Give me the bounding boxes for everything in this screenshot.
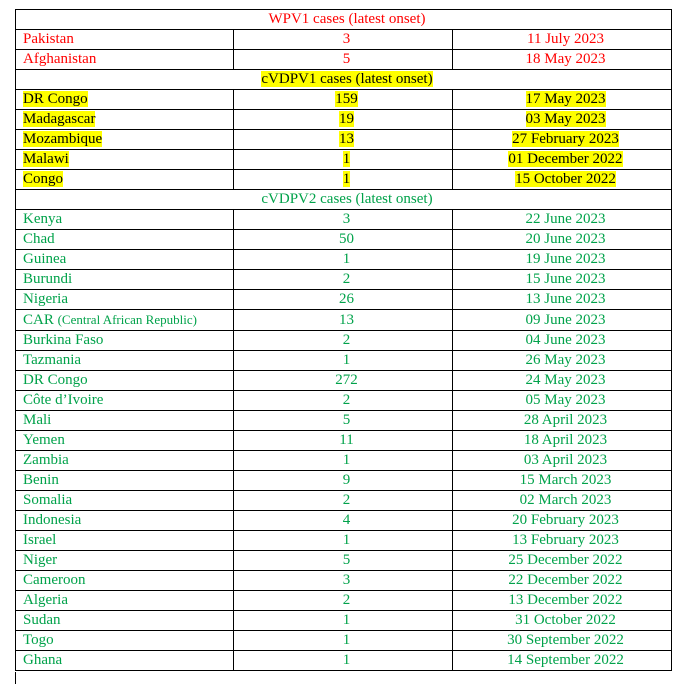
country-name: Benin <box>23 472 59 488</box>
cases-cell <box>234 30 453 50</box>
case-count: 2 <box>342 271 351 287</box>
date-cell <box>453 531 672 551</box>
country-name: Zambia <box>23 452 69 468</box>
table-row <box>16 371 672 391</box>
table-row <box>16 591 672 611</box>
cases-cell <box>234 491 453 511</box>
cases-cell <box>234 431 453 451</box>
date-cell <box>453 551 672 571</box>
date-cell <box>453 591 672 611</box>
case-count: 1 <box>342 532 351 548</box>
latest-onset-date: 04 June 2023 <box>525 332 606 348</box>
country-name: Côte d’Ivoire <box>23 392 104 408</box>
country-cell <box>16 591 234 611</box>
latest-onset-date: 15 October 2022 <box>515 171 616 187</box>
cases-cell <box>234 571 453 591</box>
case-count: 1 <box>342 632 351 648</box>
table-row <box>16 210 672 230</box>
country-cell <box>16 110 234 130</box>
case-count: 3 <box>342 572 351 588</box>
table-row <box>16 631 672 651</box>
latest-onset-date: 24 May 2023 <box>525 372 606 388</box>
table-row <box>16 270 672 290</box>
country-name: Malawi <box>23 151 69 167</box>
cases-cell <box>234 50 453 70</box>
table-row <box>16 30 672 50</box>
latest-onset-date: 27 February 2023 <box>512 131 619 147</box>
country-cell <box>16 531 234 551</box>
case-count: 3 <box>342 31 351 47</box>
cvdpv1-section-header <box>16 70 672 90</box>
table-row <box>16 230 672 250</box>
latest-onset-date: 14 September 2022 <box>507 652 624 668</box>
table-border-stub <box>15 672 16 684</box>
date-cell <box>453 310 672 331</box>
latest-onset-date: 20 February 2023 <box>512 512 619 528</box>
case-count: 9 <box>342 472 351 488</box>
cases-cell <box>234 471 453 491</box>
latest-onset-date: 30 September 2022 <box>507 632 624 648</box>
date-cell <box>453 411 672 431</box>
wpv1-header-row <box>16 10 672 30</box>
country-name: Nigeria <box>23 291 68 307</box>
country-cell <box>16 651 234 671</box>
latest-onset-date: 22 December 2022 <box>508 572 623 588</box>
country-name: Sudan <box>23 612 61 628</box>
country-name: Israel <box>23 532 57 548</box>
date-cell <box>453 651 672 671</box>
case-count: 2 <box>342 492 351 508</box>
country-name: Congo <box>23 171 64 187</box>
cases-cell <box>234 270 453 290</box>
country-cell <box>16 391 234 411</box>
country-name: Togo <box>23 632 54 648</box>
table-row <box>16 90 672 110</box>
table-row <box>16 250 672 270</box>
date-cell <box>453 351 672 371</box>
table-row <box>16 611 672 631</box>
country-name: Madagascar <box>23 111 96 127</box>
cases-cell <box>234 531 453 551</box>
date-cell <box>453 130 672 150</box>
latest-onset-date: 17 May 2023 <box>525 91 606 107</box>
country-cell <box>16 170 234 190</box>
country-cell <box>16 511 234 531</box>
cases-cell <box>234 651 453 671</box>
date-cell <box>453 451 672 471</box>
cases-cell <box>234 230 453 250</box>
country-name: DR Congo <box>23 372 88 388</box>
table-row <box>16 391 672 411</box>
case-count: 1 <box>342 652 351 668</box>
country-name: Afghanistan <box>23 51 97 67</box>
country-name: Kenya <box>23 211 63 227</box>
cases-cell <box>234 511 453 531</box>
latest-onset-date: 09 June 2023 <box>525 311 606 328</box>
table-row <box>16 150 672 170</box>
country-name: Burkina Faso <box>23 332 104 348</box>
cvdpv2-section-header <box>16 190 672 210</box>
cases-cell <box>234 150 453 170</box>
table-row <box>16 331 672 351</box>
case-count: 159 <box>335 91 358 107</box>
country-name: Tazmania <box>23 352 82 368</box>
date-cell <box>453 290 672 310</box>
date-cell <box>453 50 672 70</box>
case-count: 13 <box>339 131 354 147</box>
case-count: 13 <box>339 311 354 328</box>
case-count: 2 <box>342 332 351 348</box>
country-name: Guinea <box>23 251 67 267</box>
cases-cell <box>234 290 453 310</box>
country-cell <box>16 270 234 290</box>
case-count: 1 <box>342 251 351 267</box>
cases-cell <box>234 170 453 190</box>
latest-onset-date: 01 December 2022 <box>508 151 623 167</box>
date-cell <box>453 30 672 50</box>
country-name: DR Congo <box>23 91 88 107</box>
country-cell <box>16 230 234 250</box>
country-name: Cameroon <box>23 572 86 588</box>
case-count: 1 <box>342 452 351 468</box>
cases-cell <box>234 411 453 431</box>
latest-onset-date: 28 April 2023 <box>523 412 608 428</box>
case-count: 26 <box>339 291 354 307</box>
latest-onset-date: 18 April 2023 <box>523 432 608 448</box>
cases-cell <box>234 551 453 571</box>
country-name: Niger <box>23 552 58 568</box>
country-name: Pakistan <box>23 31 74 47</box>
case-count: 19 <box>339 111 354 127</box>
case-count: 1 <box>342 352 351 368</box>
date-cell <box>453 150 672 170</box>
case-count: 4 <box>342 512 351 528</box>
date-cell <box>453 250 672 270</box>
table-row <box>16 351 672 371</box>
cases-cell <box>234 611 453 631</box>
latest-onset-date: 05 May 2023 <box>525 392 606 408</box>
date-cell <box>453 471 672 491</box>
country-cell <box>16 250 234 270</box>
country-name: CAR <box>23 312 54 328</box>
cases-cell <box>234 110 453 130</box>
table-row <box>16 491 672 511</box>
cases-cell <box>234 331 453 351</box>
table-row <box>16 531 672 551</box>
table-row <box>16 170 672 190</box>
table-row <box>16 110 672 130</box>
country-cell <box>16 310 234 331</box>
cases-cell <box>234 391 453 411</box>
cvdpv2-header-row <box>16 190 672 210</box>
case-count: 1 <box>342 612 351 628</box>
table-row <box>16 651 672 671</box>
latest-onset-date: 26 May 2023 <box>525 352 606 368</box>
date-cell <box>453 230 672 250</box>
latest-onset-date: 13 June 2023 <box>525 291 606 307</box>
country-cell <box>16 631 234 651</box>
latest-onset-date: 03 May 2023 <box>525 111 606 127</box>
table-row <box>16 290 672 310</box>
date-cell <box>453 631 672 651</box>
country-cell <box>16 611 234 631</box>
date-cell <box>453 611 672 631</box>
country-name: Algeria <box>23 592 68 608</box>
latest-onset-date: 20 June 2023 <box>525 231 606 247</box>
country-cell <box>16 491 234 511</box>
country-cell <box>16 290 234 310</box>
latest-onset-date: 03 April 2023 <box>523 452 608 468</box>
country-cell <box>16 210 234 230</box>
table-row <box>16 411 672 431</box>
country-cell <box>16 150 234 170</box>
case-count: 2 <box>342 392 351 408</box>
table-row <box>16 50 672 70</box>
latest-onset-date: 18 May 2023 <box>525 51 606 67</box>
country-cell <box>16 30 234 50</box>
table-row <box>16 130 672 150</box>
cases-cell <box>234 250 453 270</box>
cases-cell <box>234 371 453 391</box>
country-name: Chad <box>23 231 55 247</box>
case-count: 1 <box>342 151 351 167</box>
country-cell <box>16 371 234 391</box>
case-count: 1 <box>342 171 351 187</box>
cases-cell <box>234 210 453 230</box>
country-cell <box>16 431 234 451</box>
country-name: Mozambique <box>23 131 103 147</box>
date-cell <box>453 270 672 290</box>
country-cell <box>16 451 234 471</box>
case-count: 5 <box>342 552 351 568</box>
date-cell <box>453 491 672 511</box>
cases-cell <box>234 591 453 611</box>
date-cell <box>453 371 672 391</box>
cases-cell <box>234 90 453 110</box>
table-row <box>16 571 672 591</box>
case-count: 272 <box>335 372 358 388</box>
cvdpv1-header-row <box>16 70 672 90</box>
table-row <box>16 471 672 491</box>
country-name: Burundi <box>23 271 73 287</box>
country-cell <box>16 130 234 150</box>
country-cell <box>16 50 234 70</box>
latest-onset-date: 31 October 2022 <box>515 612 616 628</box>
polio-cases-table <box>15 9 672 671</box>
date-cell <box>453 571 672 591</box>
country-cell <box>16 471 234 491</box>
country-cell <box>16 411 234 431</box>
latest-onset-date: 15 March 2023 <box>519 472 612 488</box>
cases-cell <box>234 451 453 471</box>
table-row <box>16 551 672 571</box>
date-cell <box>453 431 672 451</box>
table-row <box>16 511 672 531</box>
case-count: 11 <box>339 432 354 448</box>
cases-cell <box>234 631 453 651</box>
latest-onset-date: 22 June 2023 <box>525 211 606 227</box>
latest-onset-date: 02 March 2023 <box>519 492 612 508</box>
case-count: 50 <box>339 231 354 247</box>
date-cell <box>453 210 672 230</box>
country-cell <box>16 571 234 591</box>
country-cell <box>16 551 234 571</box>
table-row <box>16 431 672 451</box>
latest-onset-date: 13 December 2022 <box>508 592 623 608</box>
wpv1-section-header: WPV1 cases (latest onset) <box>16 10 672 30</box>
date-cell <box>453 331 672 351</box>
section-header-text: cVDPV2 cases (latest onset) <box>261 191 433 207</box>
table-body <box>16 10 672 671</box>
latest-onset-date: 25 December 2022 <box>508 552 623 568</box>
case-count: 5 <box>342 51 351 67</box>
country-name: Indonesia <box>23 512 82 528</box>
case-count: 2 <box>342 592 351 608</box>
latest-onset-date: 13 February 2023 <box>512 532 619 548</box>
date-cell <box>453 391 672 411</box>
country-note: (Central African Republic) <box>57 312 197 327</box>
case-count: 5 <box>342 412 351 428</box>
section-header-text: cVDPV1 cases (latest onset) <box>261 71 433 87</box>
latest-onset-date: 19 June 2023 <box>525 251 606 267</box>
cases-cell <box>234 351 453 371</box>
cases-cell <box>234 310 453 331</box>
latest-onset-date: 11 July 2023 <box>527 31 604 47</box>
table-row <box>16 451 672 471</box>
country-cell <box>16 90 234 110</box>
latest-onset-date: 15 June 2023 <box>525 271 606 287</box>
table-row <box>16 310 672 331</box>
date-cell <box>453 90 672 110</box>
case-count: 3 <box>342 211 351 227</box>
cases-cell <box>234 130 453 150</box>
country-cell <box>16 351 234 371</box>
country-name: Mali <box>23 412 52 428</box>
date-cell <box>453 110 672 130</box>
country-name: Ghana <box>23 652 63 668</box>
date-cell <box>453 511 672 531</box>
date-cell <box>453 170 672 190</box>
country-name: Yemen <box>23 432 65 448</box>
country-cell <box>16 331 234 351</box>
country-name: Somalia <box>23 492 73 508</box>
